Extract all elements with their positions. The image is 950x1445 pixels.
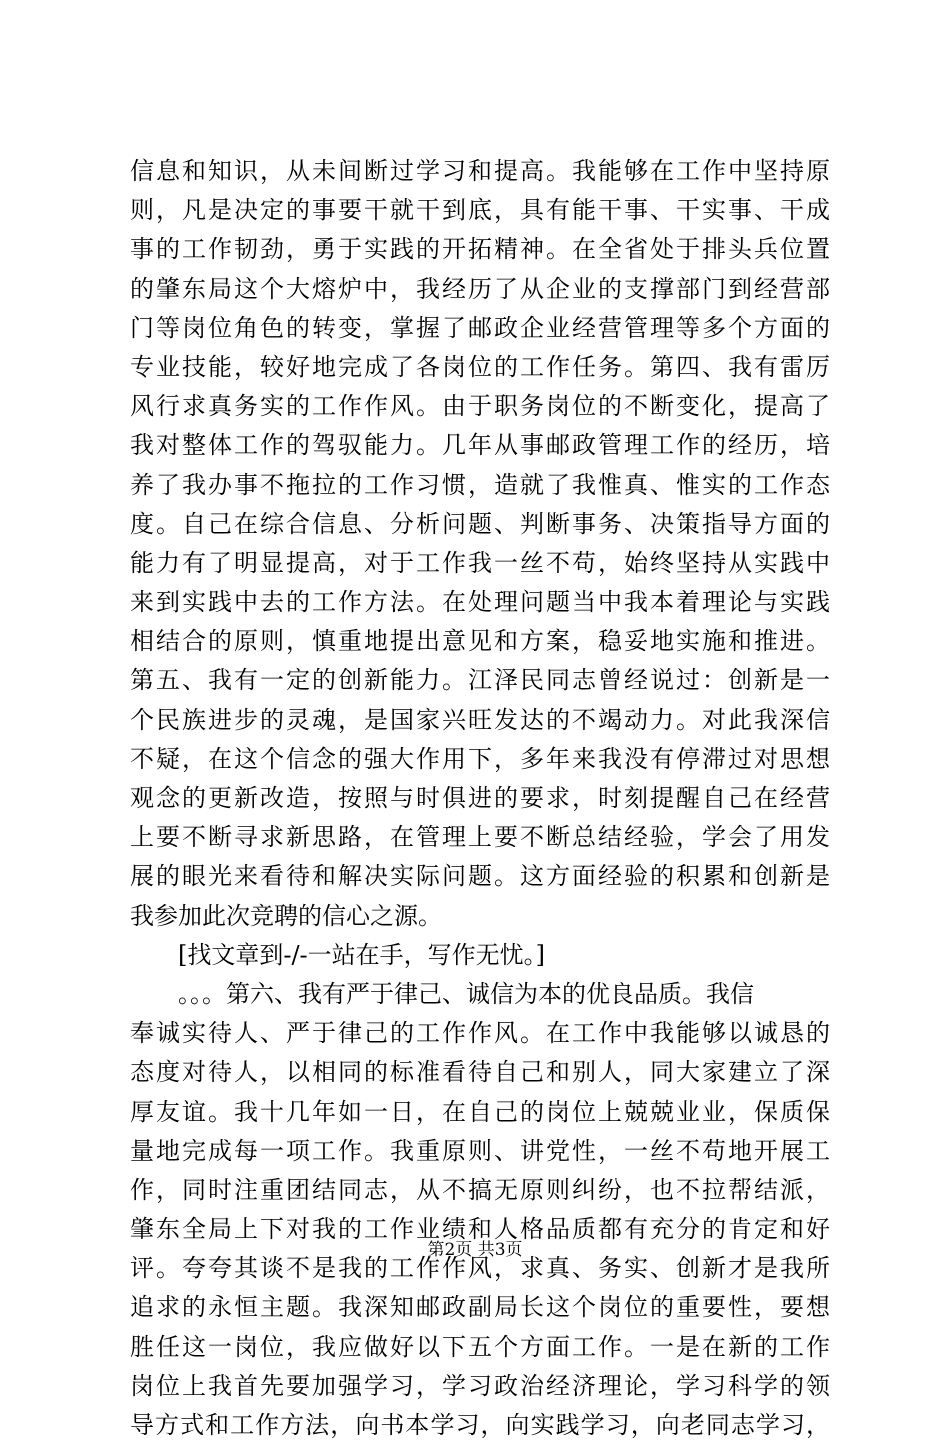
text-line: 导方式和工作方法，向书本学习，向实践学习，向老同志学习，	[130, 1411, 830, 1439]
text-line: 风行求真务实的工作作风。由于职务岗位的不断变化，提高了	[130, 392, 830, 421]
text-line: 的肇东局这个大熔炉中，我经历了从企业的支撑部门到经营部	[130, 274, 830, 303]
text-line: 追求的永恒主题。我深知邮政副局长这个岗位的重要性，要想	[130, 1293, 830, 1322]
text-line: 量地完成每一项工作。我重原则、讲党性，一丝不苟地开展工	[130, 1136, 830, 1165]
text-line: 则，凡是决定的事要干就干到底，具有能干事、干实事、干成	[130, 196, 830, 225]
text-line: 上要不断寻求新思路，在管理上要不断总结经验，学会了用发	[130, 823, 830, 852]
source-note-line: [找文章到-/-一站在手，写作无忧。]	[178, 940, 546, 969]
text-line: 观念的更新改造，按照与时俱进的要求，时刻提醒自己在经营	[130, 784, 830, 812]
text-line: 信息和知识，从未间断过学习和提高。我能够在工作中坚持原	[130, 157, 830, 185]
text-line: 度。自己在综合信息、分析问题、判断事务、决策指导方面的	[130, 509, 830, 538]
text-line: 评。夸夸其谈不是我的工作作风，求真、务实、创新才是我所	[130, 1254, 830, 1283]
text-line: 专业技能，较好地完成了各岗位的工作任务。第四、我有雷厉	[130, 352, 830, 381]
paragraph-start-line: 。。。第六、我有严于律己、诚信为本的优良品质。我信	[178, 979, 754, 1008]
text-line: 我参加此次竞聘的信心之源。	[130, 901, 442, 930]
text-line: 不疑，在这个信念的强大作用下，多年来我没有停滞过对思想	[130, 744, 830, 773]
text-line: 我对整体工作的驾驭能力。几年从事邮政管理工作的经历，培	[130, 431, 830, 460]
page-footer	[0, 1238, 950, 1262]
text-line: 胜任这一岗位，我应做好以下五个方面工作。一是在新的工作	[130, 1332, 830, 1361]
text-line: 作，同时注重团结同志，从不搞无原则纠纷，也不拉帮结派，	[130, 1175, 830, 1204]
text-line: 第五、我有一定的创新能力。江泽民同志曾经说过：创新是一	[130, 666, 830, 695]
text-line: 厚友谊。我十几年如一日，在自己的岗位上兢兢业业，保质保	[130, 1097, 830, 1126]
text-line: 态度对待人，以相同的标准看待自己和别人，同大家建立了深	[130, 1058, 830, 1087]
page-number-label: 第2页 共3页	[427, 1240, 523, 1260]
text-line: 展的眼光来看待和解决实际问题。这方面经验的积累和创新是	[130, 862, 830, 891]
text-line: 肇东全局上下对我的工作业绩和人格品质都有充分的肯定和好	[130, 1215, 830, 1244]
text-line: 相结合的原则，慎重地提出意见和方案，稳妥地实施和推进。	[130, 627, 830, 656]
text-line: 门等岗位角色的转变，掌握了邮政企业经营管理等多个方面的	[130, 313, 830, 342]
text-line: 来到实践中去的工作方法。在处理问题当中我本着理论与实践	[130, 588, 830, 617]
text-line: 奉诚实待人、严于律己的工作作风。在工作中我能够以诚恳的	[130, 1019, 830, 1048]
text-line: 事的工作韧劲，勇于实践的开拓精神。在全省处于排头兵位置	[130, 235, 830, 264]
text-line: 个民族进步的灵魂，是国家兴旺发达的不竭动力。对此我深信	[130, 705, 830, 734]
text-line: 岗位上我首先要加强学习，学习政治经济理论，学习科学的领	[130, 1371, 830, 1400]
text-line: 能力有了明显提高，对于工作我一丝不苟，始终坚持从实践中	[130, 548, 830, 577]
text-line: 养了我办事不拖拉的工作习惯，造就了我惟真、惟实的工作态	[130, 470, 830, 499]
